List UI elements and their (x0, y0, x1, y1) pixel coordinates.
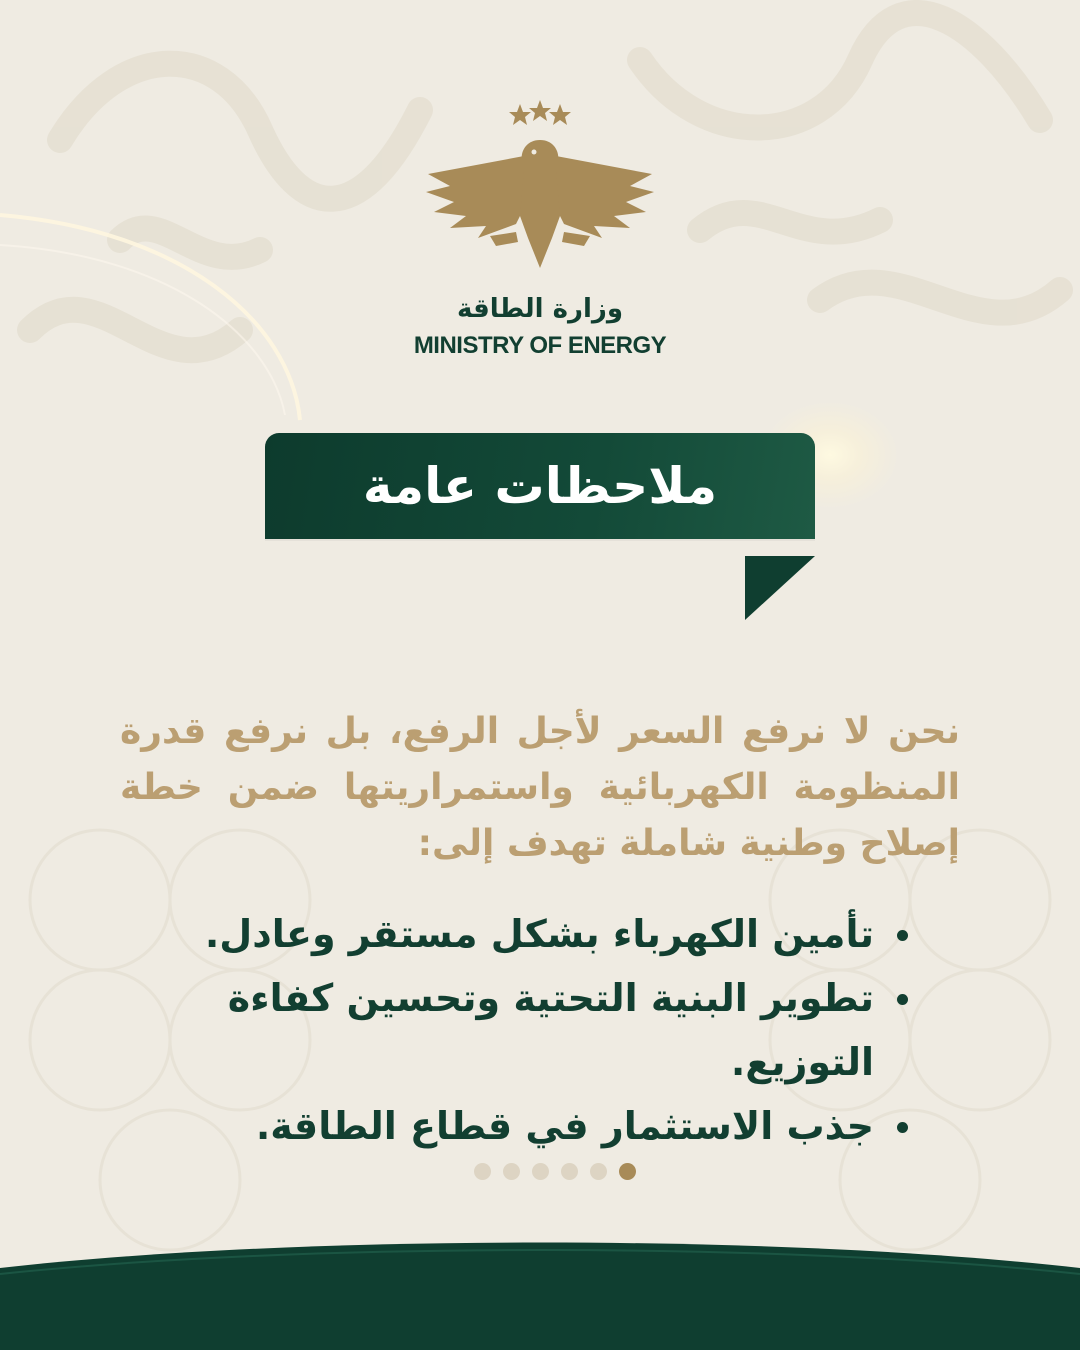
pagination-dot[interactable] (590, 1163, 607, 1180)
eagle-emblem-icon (420, 96, 660, 276)
pagination-dots (474, 1163, 634, 1183)
pagination-dot-active[interactable] (619, 1163, 636, 1180)
banner-tail (745, 556, 815, 620)
star-icon (529, 100, 551, 121)
bottom-wave-band (0, 1240, 1080, 1350)
goals-list (152, 902, 912, 1158)
intro-paragraph: نحن لا نرفع السعر لأجل الرفع، بل نرفع قدرة المنظومة الكهربائية واستمراريتها ضمن خطة إصلاح وطنية شاملة تهدف إلى: (120, 711, 960, 864)
pagination-dot[interactable] (561, 1163, 578, 1180)
star-icon (509, 104, 531, 125)
pagination-dot[interactable] (474, 1163, 491, 1180)
ministry-name-arabic: وزارة الطاقة (457, 294, 623, 324)
list-item: تأمين الكهرباء بشكل مستقر وعادل. (152, 902, 912, 966)
ministry-name-english: MINISTRY OF ENERGY (413, 332, 667, 359)
page-title: ملاحظات عامة (362, 457, 718, 515)
list-item: جذب الاستثمار في قطاع الطاقة. (152, 1094, 912, 1158)
pagination-dot[interactable] (503, 1163, 520, 1180)
title-banner (265, 433, 815, 539)
list-item: تطوير البنية التحتية وتحسين كفاءة التوزيع. (152, 966, 912, 1094)
star-icon (549, 104, 571, 125)
pagination-dot[interactable] (532, 1163, 549, 1180)
